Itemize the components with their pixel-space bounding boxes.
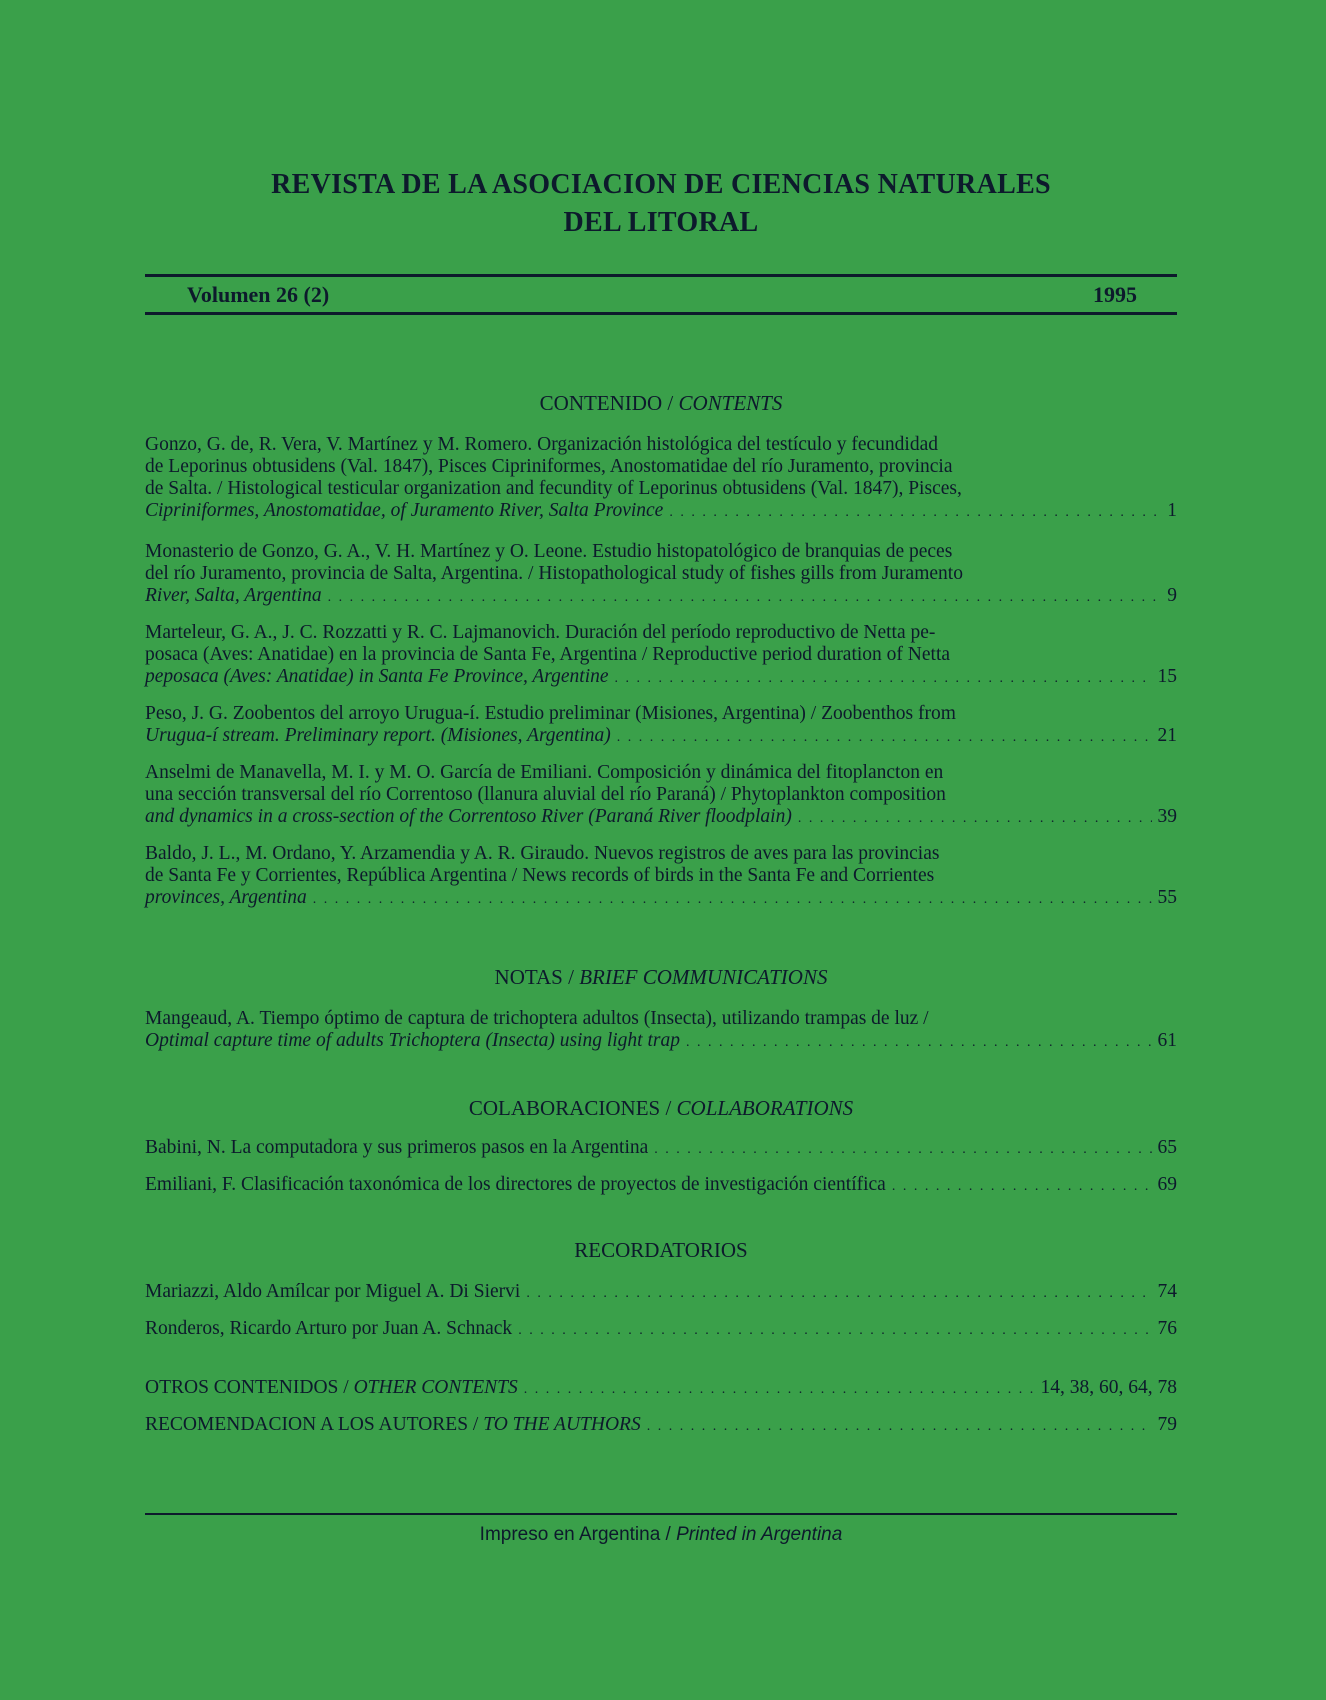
contents-entry [145, 762, 1177, 830]
entry-title [145, 1377, 518, 1399]
entry-title [145, 1414, 641, 1436]
page-number: 61 [1157, 1030, 1177, 1051]
contents-entry [145, 541, 1177, 609]
entry-last-line [145, 666, 1177, 690]
other-entry [145, 1414, 1177, 1438]
entry-title-tail: Optimal capture time of adults Trichoptera (Insecta) using light trap [145, 1030, 680, 1051]
page-number: 14, 38, 60, 64, 78 [1040, 1377, 1177, 1398]
entry-title: Emiliani, F. Clasificación taxonómica de los directores de proyectos de investigación científica [145, 1174, 886, 1195]
page-number: 76 [1157, 1318, 1177, 1339]
leader-dots [526, 1283, 1151, 1305]
entry-last-line [145, 585, 1177, 609]
page-number: 69 [1157, 1174, 1177, 1195]
entry-title: Ronderos, Ricardo Arturo por Juan A. Schnack [145, 1318, 513, 1339]
entry-line: de Salta. / Histological testicular organization and fecundity of Leporinus obtusidens (Val. 1847), Pisces, [145, 478, 962, 499]
leader-dots [617, 727, 1152, 749]
entry-title-tail: Cipriniformes, Anostomatidae, of Juramento River, Salta Province [145, 500, 664, 521]
entry-title-tail: Urugua-í stream. Preliminary report. (Misiones, Argentina) [145, 725, 611, 746]
entry-title: Mariazzi, Aldo Amílcar por Miguel A. Di Siervi [145, 1281, 521, 1302]
entry-title-tail: peposaca (Aves: Anatidae) in Santa Fe Province, Argentine [145, 666, 609, 687]
journal-title-line-1: REVISTA DE LA ASOCIACION DE CIENCIAS NATURALES [271, 169, 1051, 200]
entry-line: Baldo, J. L., M. Ordano, Y. Arzamendia y A. R. Giraudo. Nuevos registros de aves para las provincias [145, 843, 940, 864]
entry-title-es: RECOMENDACION A LOS AUTORES / [145, 1414, 484, 1435]
entry-line: Marteleur, G. A., J. C. Rozzatti y R. C. Lajmanovich. Duración del período reproductivo de Netta pe- [145, 622, 936, 643]
notes-heading-es: NOTAS / [494, 965, 580, 989]
footer-rule [145, 1513, 1177, 1515]
entry-last-line [145, 725, 1177, 749]
leader-dots [647, 1416, 1152, 1438]
contents-heading-es: CONTENIDO / [539, 391, 679, 415]
collaborations-entry [145, 1174, 1177, 1198]
contents-entry [145, 843, 1177, 911]
entry-line: Gonzo, G. de, R. Vera, V. Martínez y M. Romero. Organización histológica del testículo y fecundidad [145, 434, 939, 455]
contents-entry [145, 434, 1177, 524]
leader-dots [798, 808, 1152, 830]
entry-line: posaca (Aves: Anatidae) en la provincia de Santa Fe, Argentina / Reproductive period duration of Netta [145, 644, 951, 665]
entry-line: Anselmi de Manavella, M. I. y M. O. García de Emiliani. Composición y dinámica del fitoplancton en [145, 762, 944, 783]
footer-text-en: Printed in Argentina [676, 1524, 843, 1545]
contents-heading [145, 390, 1177, 416]
page-number: 74 [1157, 1281, 1177, 1302]
entry-title-tail: River, Salta, Argentina [145, 585, 322, 606]
obituaries-heading [145, 1237, 1177, 1263]
entry-title: Babini, N. La computadora y sus primeros pasos en la Argentina [145, 1137, 649, 1158]
journal-title [145, 166, 1177, 242]
collaborations-entry [145, 1137, 1177, 1161]
footer [145, 1524, 1177, 1546]
entry-last-line [145, 1030, 1177, 1054]
entry-line: de Santa Fe y Corrientes, República Argentina / News records of birds in the Santa Fe and Corrientes [145, 865, 935, 886]
leader-dots [524, 1379, 1035, 1401]
collaborations-heading [145, 1095, 1177, 1121]
leader-dots [518, 1320, 1151, 1342]
obituary-entry [145, 1281, 1177, 1305]
entry-title-es: OTROS CONTENIDOS / [145, 1377, 354, 1398]
obituary-entry [145, 1318, 1177, 1342]
entry-line: del río Juramento, provincia de Salta, Argentina. / Histopathological study of fishes gills from Juramento [145, 563, 963, 584]
entry-line [145, 1414, 1177, 1438]
leader-dots [615, 668, 1152, 690]
page-number: 21 [1157, 725, 1177, 746]
entry-line [145, 1377, 1177, 1401]
volume-rule [145, 312, 1177, 315]
top-rule [145, 274, 1177, 277]
entry-line [145, 1174, 1177, 1198]
other-entry [145, 1377, 1177, 1401]
entry-line: Mangeaud, A. Tiempo óptimo de captura de trichoptera adultos (Insecta), utilizando trampas de luz / [145, 1008, 929, 1029]
leader-dots [669, 502, 1161, 524]
notes-heading [145, 964, 1177, 990]
entry-line [145, 1318, 1177, 1342]
entry-line [145, 1281, 1177, 1305]
contents-heading-en: CONTENTS [678, 391, 783, 415]
page-number: 79 [1157, 1414, 1177, 1435]
leader-dots [313, 889, 1152, 911]
entry-line: Peso, J. G. Zoobentos del arroyo Urugua-í. Estudio preliminar (Misiones, Argentina) / Zoobenthos from [145, 703, 956, 724]
leader-dots [654, 1139, 1151, 1161]
leader-dots [686, 1032, 1152, 1054]
footer-text-es: Impreso en Argentina / [479, 1524, 677, 1545]
notes-heading-en: BRIEF COMMUNICATIONS [579, 965, 828, 989]
volume-bar [187, 281, 1137, 309]
leader-dots [328, 587, 1162, 609]
page-number: 39 [1157, 806, 1177, 827]
volume-number: Volumen 26 (2) [187, 282, 330, 307]
entry-title-en: OTHER CONTENTS [353, 1377, 518, 1398]
entry-last-line [145, 887, 1177, 911]
entry-line: Monasterio de Gonzo, G. A., V. H. Martínez y O. Leone. Estudio histopatológico de branquias de peces [145, 541, 953, 562]
entry-title-tail: provinces, Argentina [145, 887, 307, 908]
entry-last-line [145, 806, 1177, 830]
page-number: 65 [1157, 1137, 1177, 1158]
notes-entry [145, 1008, 1177, 1054]
volume-year: 1995 [1093, 282, 1137, 307]
contents-entry [145, 622, 1177, 690]
page-number: 55 [1157, 887, 1177, 908]
journal-title-line-2: DEL LITORAL [563, 207, 759, 238]
collaborations-heading-es: COLABORACIONES / [468, 1096, 677, 1120]
page-number: 9 [1167, 585, 1177, 606]
leader-dots [892, 1176, 1152, 1198]
page-number: 1 [1167, 500, 1177, 521]
journal-cover-page [145, 0, 1177, 1700]
obituaries-heading-text: RECORDATORIOS [574, 1238, 748, 1262]
contents-entry [145, 703, 1177, 749]
entry-line [145, 1137, 1177, 1161]
entry-line: de Leporinus obtusidens (Val. 1847), Pisces Cipriniformes, Anostomatidae del río Juramento, provincia [145, 456, 953, 477]
entry-title-en: TO THE AUTHORS [483, 1414, 641, 1435]
entry-last-line [145, 500, 1177, 524]
collaborations-heading-en: COLLABORATIONS [676, 1096, 854, 1120]
page-number: 15 [1157, 666, 1177, 687]
entry-line: una sección transversal del río Correntoso (llanura aluvial del río Paraná) / Phytoplankton composition [145, 784, 946, 805]
entry-title-tail: and dynamics in a cross-section of the Correntoso River (Paraná River floodplain) [145, 806, 792, 827]
